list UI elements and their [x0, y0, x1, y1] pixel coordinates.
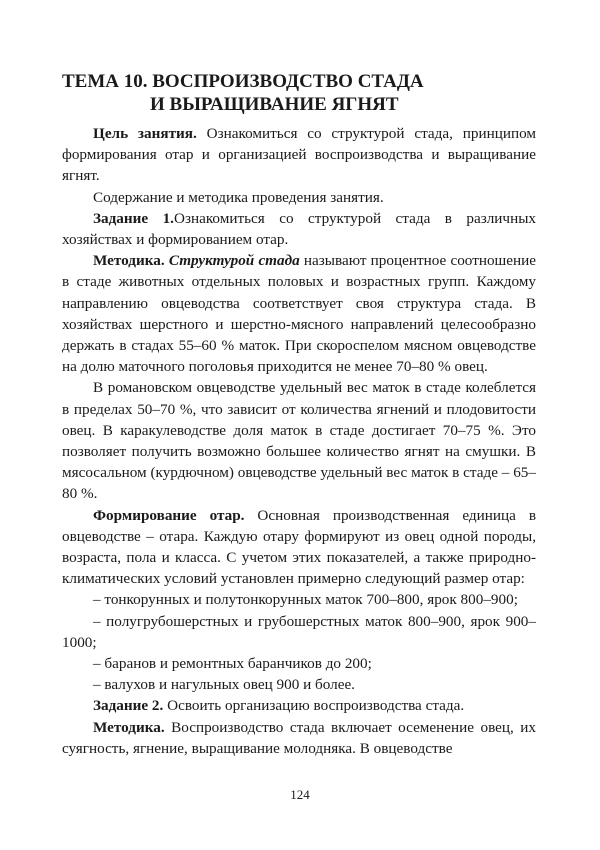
goal-label: Цель занятия. — [93, 125, 197, 142]
romanov-paragraph: В романовском овцеводстве удельный вес маток в стаде колеблется в пределах 50–70 %, что зависит от количества ягнений и плодовитости овец. В каракулеводстве доля маток в стаде достигает 70–75 %. Это позволяет получить возможно большее количество ягнят на смушки. В мясосальном (курдючном) овцеводстве удельный вес маток в стаде – 65–80 %. — [62, 379, 536, 503]
list-item: – валухов и нагульных овец 900 и более. — [93, 676, 355, 694]
task2-text: Освоить организацию воспроизводства стада. — [163, 697, 465, 715]
method2-paragraph — [62, 717, 536, 759]
flocks-paragraph — [62, 505, 536, 590]
task1-text: Ознакомиться со структурой стада в различных хозяйствах и формированием отар. — [62, 209, 536, 249]
task2-label: Задание 2. — [93, 697, 164, 715]
body-text — [62, 123, 536, 759]
flocks-text: Основная производственная единица в овцеводстве – отара. Каждую отару формируют из овец одной породы, возраста, пола и класса. С учетом этих показателей, а также природно-климатических условий установлен примерно следующий размер отар: — [62, 506, 536, 588]
goal-text: Ознакомиться со структурой стада, принципом формирования отар и организацией воспроизводства и выращивание ягнят. — [62, 125, 536, 185]
list-item: – баранов и ремонтных баранчиков до 200; — [93, 655, 372, 673]
page-number: 124 — [290, 787, 310, 802]
title-line-1: ТЕМА 10. ВОСПРОИЗВОДСТВО СТАДА — [62, 71, 424, 92]
list-item: – тонкорунных и полутонкорунных маток 700–800, ярок 800–900; — [93, 591, 518, 609]
content-line: Содержание и методика проведения занятия. — [93, 188, 384, 206]
method1-text: называют процентное соотношение в стаде животных отдельных половых и возрастных групп. Каждому направлению овцеводства соответствует своя структура стада. В хозяйствах шерстного и шерстно-мясного направлений целесообразно держать в стадах 55–60 % маток. При скороспелом мясном овцеводстве на долю маточного поголовья приходится не менее 70–80 % овец. — [62, 252, 536, 376]
flocks-label: Формирование отар. — [93, 506, 245, 524]
task1-label: Задание 1. — [93, 209, 174, 227]
page-title — [62, 70, 424, 116]
title-line-2: И ВЫРАЩИВАНИЕ ЯГНЯТ — [150, 94, 399, 115]
list-item: – полугрубошерстных и грубошерстных маток 800–900, ярок 900–1000; — [62, 612, 536, 651]
method2-text: Воспроизводство стада включает осеменение овец, их суягность, ягнение, выращивание молодняка. В овцеводстве — [62, 718, 536, 757]
method2-label: Методика. — [93, 718, 165, 736]
task2-paragraph — [62, 695, 536, 716]
method1-label: Методика. — [93, 252, 165, 270]
method1-term: Структурой стада — [168, 252, 300, 270]
goal-paragraph — [62, 123, 536, 187]
method1-paragraph — [62, 250, 536, 377]
task1-paragraph — [62, 208, 536, 250]
